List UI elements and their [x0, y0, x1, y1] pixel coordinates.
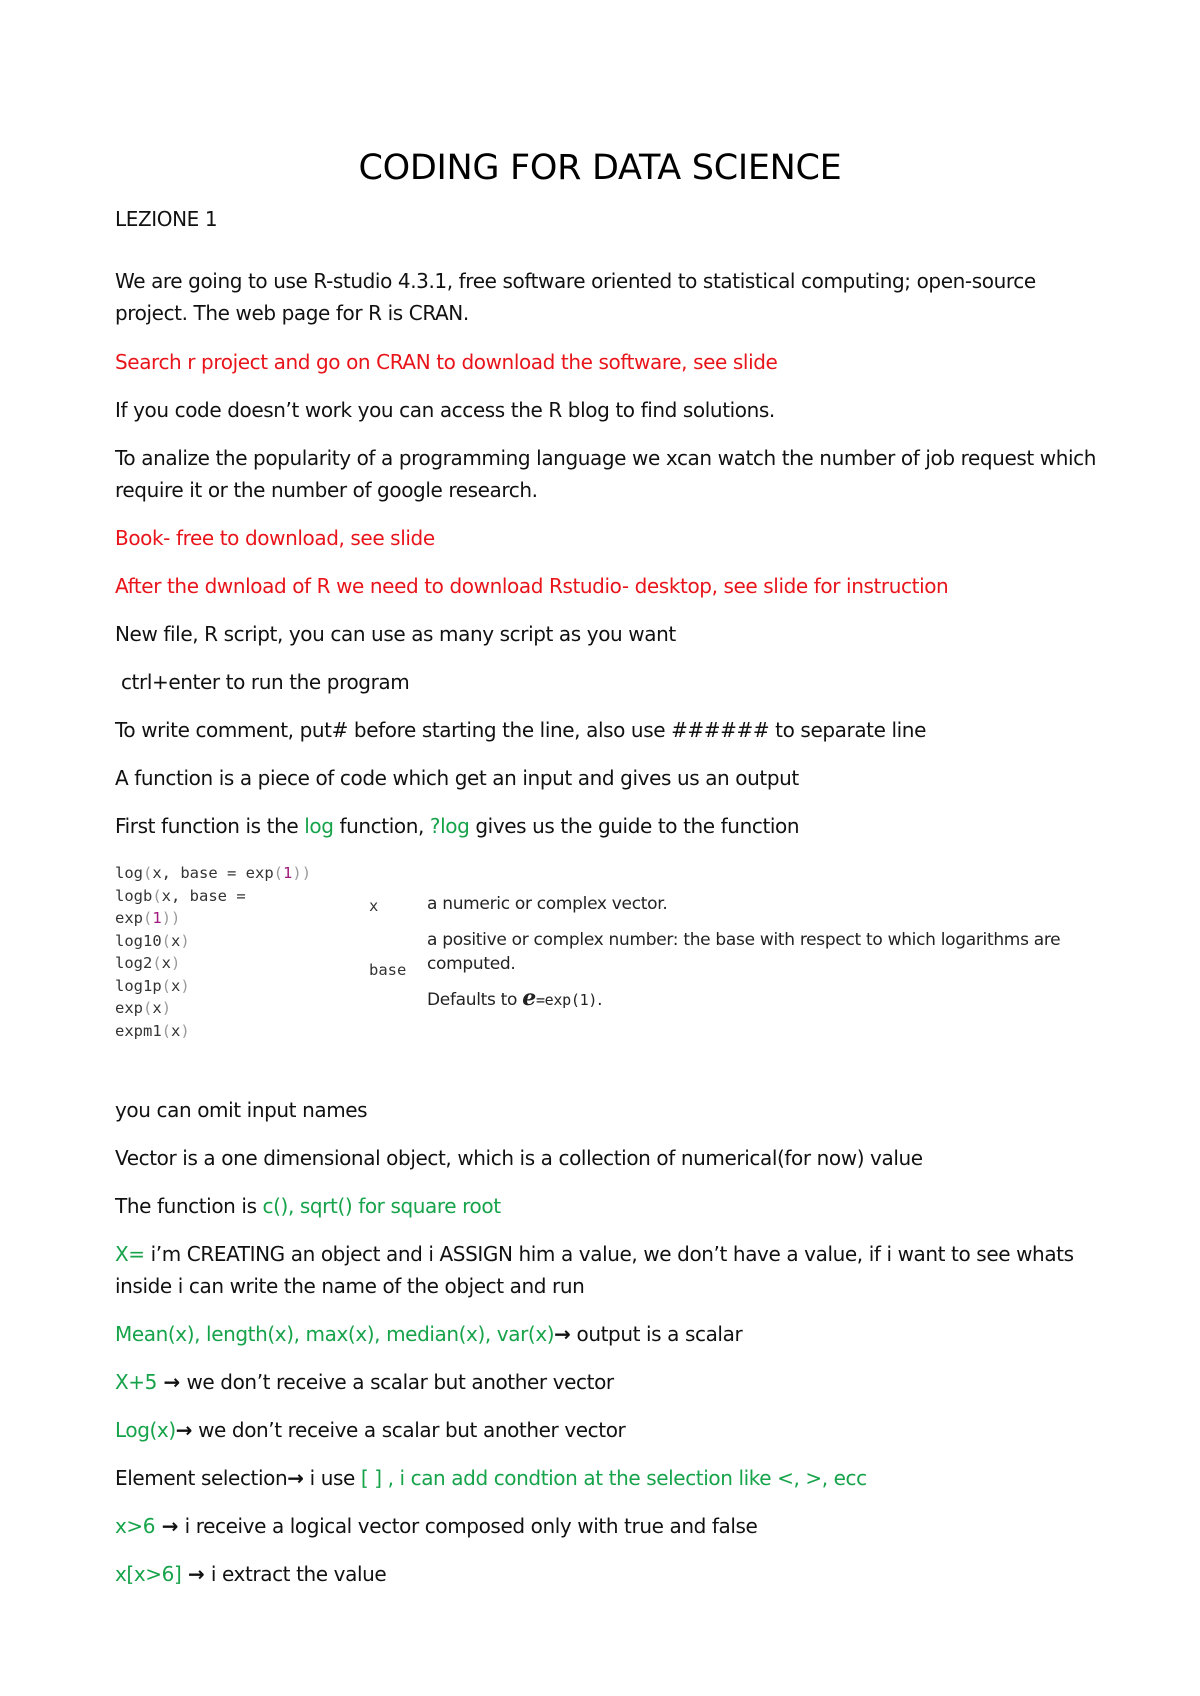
- usage-line-logb: logb(x, base =: [115, 886, 246, 905]
- argument-x-description: a numeric or complex vector.: [427, 894, 668, 914]
- paragraph-x-plus-5: X+5 → we don’t receive a scalar but another vector: [115, 1370, 614, 1394]
- paragraph-first-function: [115, 810, 1100, 842]
- paragraph-book: Book- free to download, see slide: [115, 526, 435, 550]
- paragraph-c-function: The function is c(), sqrt() for square root: [115, 1194, 501, 1218]
- arrow-icon: →: [554, 1322, 571, 1346]
- paragraph-ctrl-enter: ctrl+enter to run the program: [115, 670, 410, 694]
- paragraph-element-selection: Element selection→ i use [ ] , i can add condtion at the selection like <, >, ecc: [115, 1466, 867, 1490]
- usage-line-logb-cont: exp(1)): [115, 909, 181, 927]
- text-segment: function,: [333, 814, 430, 838]
- paragraph-search-cran: Search r project and go on CRAN to download the software, see slide: [115, 350, 778, 374]
- argument-base: base: [369, 961, 407, 979]
- usage-line-log: log(x, base = exp(1)): [115, 864, 312, 882]
- usage-line-exp: exp(x): [115, 999, 172, 1017]
- usage-line-log2: log2(x): [115, 954, 181, 972]
- argument-x: x: [369, 897, 379, 915]
- arrow-icon: →: [155, 1514, 185, 1538]
- paragraph-popularity: To analize the popularity of a programming language we xcan watch the number of job request which require it or the number of google research.: [115, 446, 1097, 502]
- paragraph-x-greater-6: x>6 → i receive a logical vector composed only with true and false: [115, 1514, 758, 1538]
- usage-line-log10: log10(x): [115, 931, 190, 950]
- argument-base-description: a positive or complex number: the base with respect to which logarithms are computed.: [427, 930, 1061, 974]
- paragraph-extract: x[x>6] → i extract the value: [115, 1562, 387, 1586]
- code-log: log: [304, 814, 334, 838]
- page-title: CODING FOR DATA SCIENCE: [358, 148, 842, 188]
- code-help-log: ?log: [429, 814, 470, 838]
- arrow-icon: →: [156, 1370, 187, 1394]
- arrow-icon: →: [175, 1418, 193, 1442]
- usage-line-log1p: log1p(x): [115, 976, 190, 995]
- paragraph-mean: Mean(x), length(x), max(x), median(x), var(x)→ output is a scalar: [115, 1322, 743, 1346]
- paragraph-comment: To write comment, put# before starting the line, also use ###### to separate line: [115, 718, 926, 742]
- arrow-icon: →: [181, 1562, 211, 1586]
- text-segment: gives us the guide to the function: [469, 814, 800, 838]
- paragraph-rstudio: We are going to use R-studio 4.3.1, free software oriented to statistical computing; open-source project. The web page for R is CRAN.: [115, 269, 1036, 325]
- paragraph-rstudio-download: After the dwnload of R we need to download Rstudio- desktop, see slide for instruction: [115, 574, 949, 598]
- text-segment: First function is the: [115, 814, 305, 838]
- paragraph-blog: If you code doesn’t work you can access the R blog to find solutions.: [115, 398, 775, 422]
- paragraph-assign: X= i’m CREATING an object and i ASSIGN him a value, we don’t have a value, if i want to see whats inside i can write the name of the object and run: [115, 1242, 1074, 1298]
- argument-base-defaults: Defaults to e=exp(1).: [427, 985, 603, 1011]
- paragraph-new-file: New file, R script, you can use as many script as you want: [115, 622, 676, 646]
- lesson-label: LEZIONE 1: [115, 207, 218, 231]
- paragraph-omit-names: you can omit input names: [115, 1098, 368, 1122]
- paragraph-function: A function is a piece of code which get an input and gives us an output: [115, 766, 799, 790]
- paragraph-log-x: Log(x)→ we don’t receive a scalar but another vector: [115, 1418, 626, 1442]
- paragraph-vector: Vector is a one dimensional object, which is a collection of numerical(for now) value: [115, 1146, 923, 1170]
- arrow-icon: →: [287, 1466, 304, 1490]
- usage-line-expm1: expm1(x): [115, 1021, 190, 1040]
